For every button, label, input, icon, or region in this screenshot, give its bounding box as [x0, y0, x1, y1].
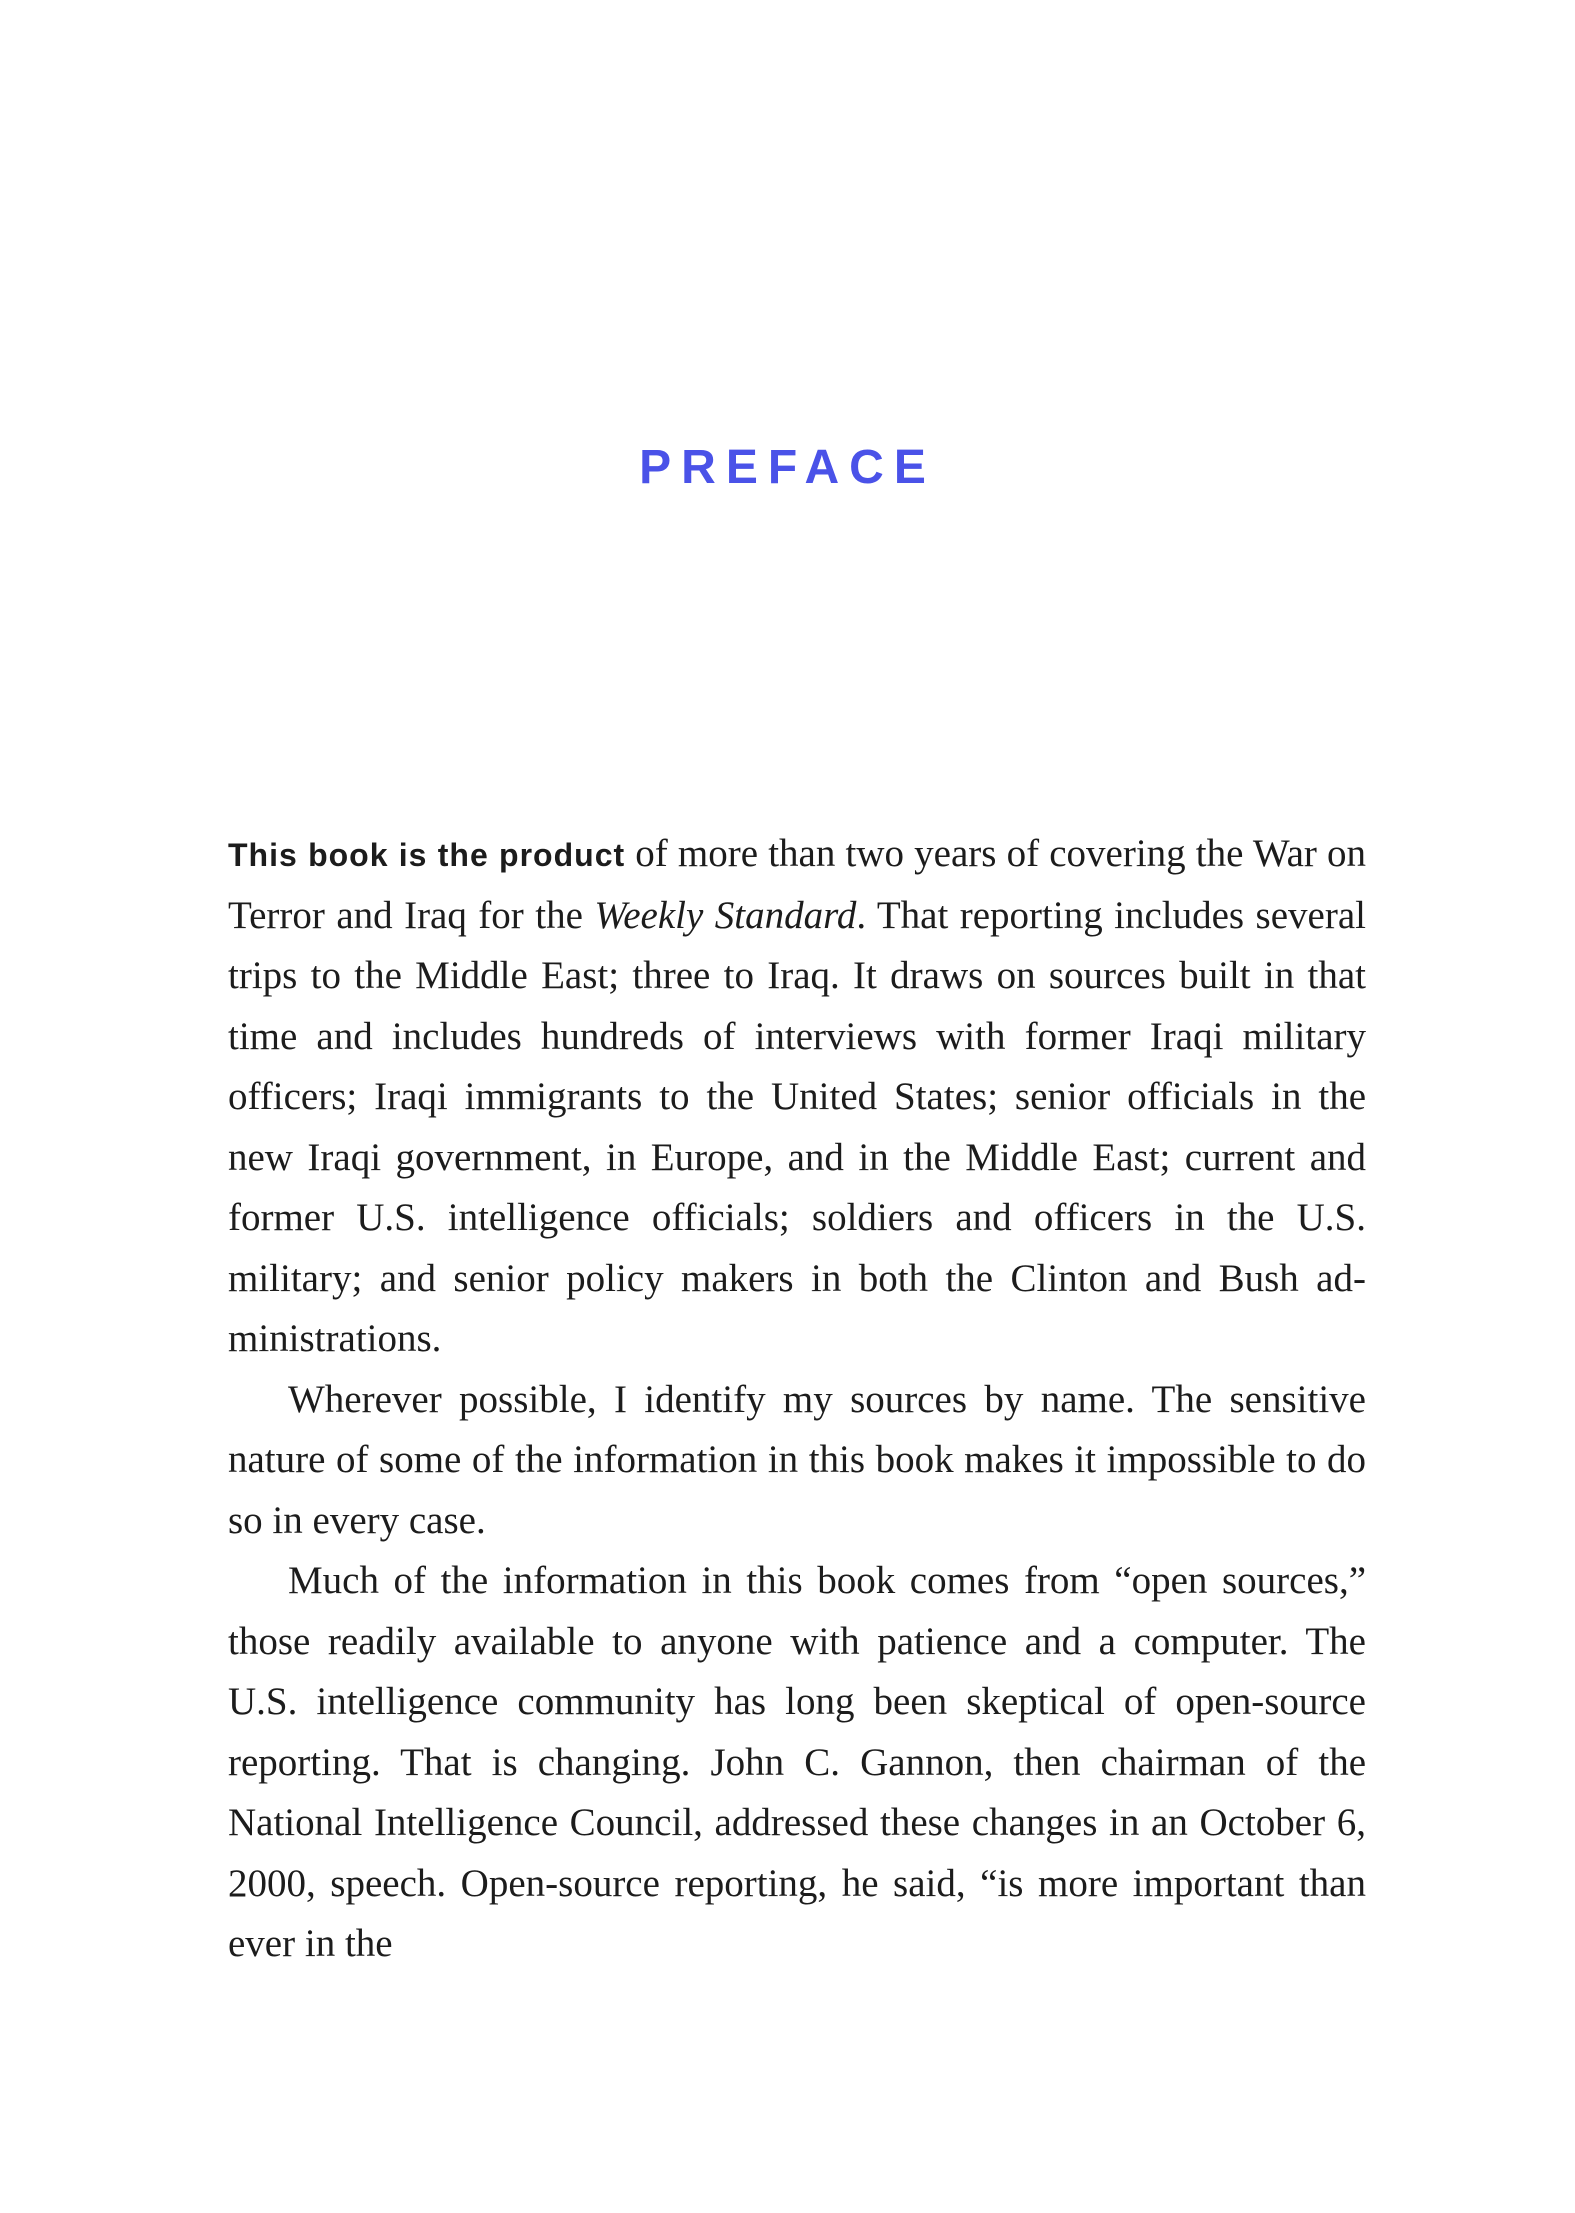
- lead-in-text: This book is the product: [228, 837, 626, 873]
- publication-title: Weekly Standard: [594, 893, 857, 937]
- chapter-title: PREFACE: [639, 441, 936, 494]
- body-text: [228, 824, 1366, 1975]
- paragraph-3: Much of the information in this book comes from “open sources,” those readily available to anyone with patience and a computer. The U.S. intelligence community has long been skeptical of open-source reporting. That is changing. John C. Gannon, then chairman of the National Intelligence Council, addressed these changes in an October 6, 2000, speech. Open-source reporting, he said, “is more important than ever in the: [228, 1559, 1366, 1965]
- paragraph-2: Wherever possible, I identify my sources by name. The sensitive nature of some of the information in this book makes it impossible to do so in every case.: [228, 1377, 1366, 1542]
- paragraph-1-text-a: of more than two years of covering the War on Terror and Iraq for the: [228, 832, 1367, 937]
- paragraph-1: [228, 824, 1366, 1370]
- paragraph-1-text-b: . That reporting includes several trips to the Middle East; three to Iraq. It draws on sources built in that time and includes hundreds of interviews with former Iraqi military officers; Iraqi immigrants to the United States; senior officials in the new Iraqi government, in Europe, and in the Middle East; current and former U.S. intelligence officials; soldiers and officers in the U.S. military; and senior policy makers in both the Clinton and Bush administrations.: [228, 893, 1366, 1360]
